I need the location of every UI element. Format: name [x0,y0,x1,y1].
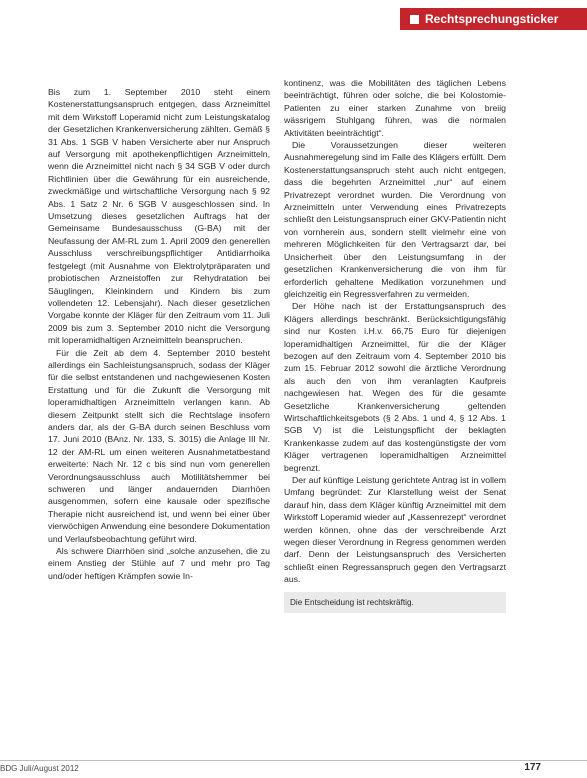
paragraph: Bis zum 1. September 2010 steht einem Kostenerstattungsanspruch entgegen, dass Arzneimittel mit dem Wirkstoff Loperamid nicht zum Leistungskatalog der Gesetzlichen Krankenversicherung zählten. Gemäß § 31 Abs. 1 SGB V haben Versicherte aber nur Anspruch auf Versorgung mit apothekenpflichtigen Arzneimitteln, wenn die Arzneimittel nicht nach § 34 SGB V oder durch Richtlinien über die Gewährung für ein ausreichende, zweckmäßige und wirtschaftliche Versorgung nach § 92 Abs. 1 Satz 2 Nr. 6 SGB V ausgeschlossen sind. In Umsetzung dieses gesetzlichen Auftrags hat der Gemeinsame Bundesausschuss (G-BA) mit der Neufassung der AM-RL zum 1. April 2009 den generellen Ausschluss verschreibungspflichtiger Antidiarrhoika festgelegt (mit Ausnahme von Elektrolytpräparaten und probiotischen Arzneistoffen zur Rehydratation bei Säuglingen, Kleinkindern und Kindern bis zum vollendeten 12. Lebensjahr). Nach dieser gesetzlichen Vorgabe konnte der Kläger für den Zeitraum vom 11. Juli 2009 bis zum 3. September 2010 nicht die Versorgung mit loperamidhaltigen Arzneimitteln beanspruchen. [48,87,270,346]
page-number: 177 [524,762,541,773]
paragraph: Der Höhe nach ist der Erstattungsanspruch des Klägers allerdings beschränkt. Berücksichtigungsfähig sind nur Kosten i.H.v. 66,75 Euro für diejenigen loperamidhaltigen Arzneimittel, für die der Kläger bezogen auf den Zeitraum vom 4. September 2010 bis zum 15. Februar 2012 sowohl die ärztliche Verordnung als auch den von ihm veranlagten Kaufpreis nachgewiesen hat. Wegen des für die gesamte Gesetzliche Krankenversicherung geltenden Wirtschaftlichkeitsgebots (§ 2 Abs. 1 und 4, § 12 Abs. 1 SGB V) ist die Leistungspflicht der beklagten Krankenkasse zudem auf das kostengünstigste der vom Kläger vertragenen loperamidhaltigen Arzneimittel begrenzt. [284,301,506,473]
paragraph: kontinenz, was die Mobilitäten des täglichen Lebens beeinträchtigt, führen oder solche, die bei Kolostomie-Patienten zu einer starken Zunahme von breiig wässrigem Stuhlgang führen, was die normalen Aktivitäten beeinträchtigt“. [284,78,506,138]
square-icon [410,15,419,24]
note-text: Die Entscheidung ist rechtskräftig. [290,597,414,607]
section-tag [400,8,587,30]
paragraph: Für die Zeit ab dem 4. September 2010 besteht allerdings ein Sachleistungsanspruch, sodass der Kläger für die selbst entstandenen und nachgewiesenen Kosten Erstattung und für die Zukunft die Versorgung mit loperamidhaltigen Arzneimitteln verlangen kann. Ab diesem Zeitpunkt stellt sich die Rechtslage insofern anders dar, als der G-BA durch seinen Beschluss vom 17. Juni 2010 (BAnz. Nr. 133, S. 3015) die Anlage III Nr. 12 der AM-RL um einen weiteren Ausnahmetatbestand erweiterte: Nach Nr. 12 c bis sind nun vom generellen Verordnungsausschluss auch Motilitätshemmer bei schweren und länger andauernden Diarrhöen ausgenommen, sofern eine kausale oder spezifische Therapie nicht ausreichend ist, und wenn bei einer über vierwöchigen Anwendung eine besondere Dokumentation und Verlaufsbeobachtung geführt wird. [48,347,270,544]
footer-publication: BDG Juli/August 2012 [0,764,79,773]
note-box [284,592,506,613]
section-tag-label: Rechtsprechungsticker [425,12,559,26]
paragraph: Als schwere Diarrhöen sind „solche anzusehen, die zu einem Anstieg der Stühle auf 7 und mehr pro Tag und/oder heftigen Krämpfen sowie In- [48,546,270,581]
right-column [284,77,506,613]
left-column [48,86,270,582]
footer-divider [0,760,587,761]
paragraph: Der auf künftige Leistung gerichtete Antrag ist in vollem Umfang begründet: Zur Klarstellung weist der Senat darauf hin, dass dem Kläger künftig Arzneimittel mit dem Wirkstoff Loperamid wieder auf „Kassenrezept“ verordnet werden können, ohne das der verschreibende Arzt wegen dieser Verordnung in Regress genommen werden darf. Denn der Leistungsanspruch des Versicherten schließt einen Regressanspruch gegen den Vertragsarzt aus. [284,475,506,585]
paragraph: Die Voraussetzungen dieser weiteren Ausnahmeregelung sind im Falle des Klägers erfüllt. Dem Kostenerstattungsanspruch steht auch nicht entgegen, dass die begehrten Arzneimittel „nur“ auf einem Privatrezept verordnet wurden. Die Verordnung von Arzneimitteln unter Verwendung eines Privatrezepts schließt den Leistungsanspruch einer GKV-Patientin nicht von vornherein aus, sondern stellt vielmehr eine von mehreren Möglichkeiten für den Vertragsarzt dar, bei Unsicherheit über den Leistungsumfang in der gesetzlichen Krankenversicherung die von ihm für erforderlich gehaltene Medikation vorzunehmen und gleichzeitig ein Regressverfahren zu vermeiden. [284,140,506,299]
